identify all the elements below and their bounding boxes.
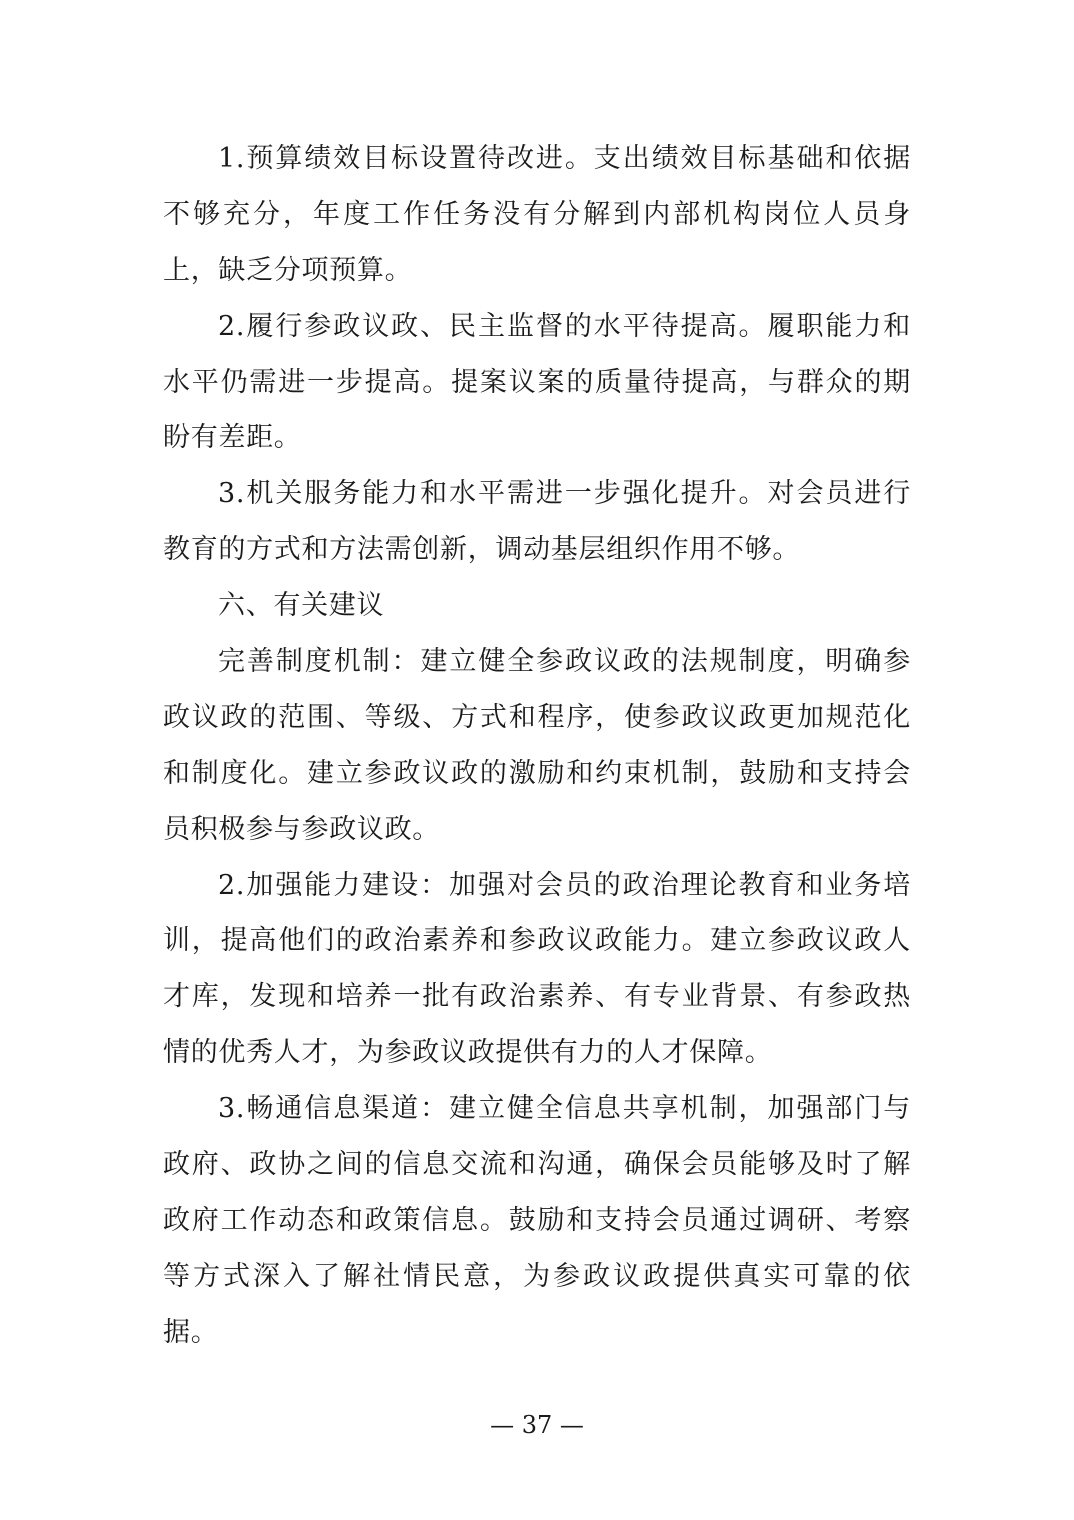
text-line: 完善制度机制：建立健全参政议政的法规制度，明确参 <box>218 646 911 678</box>
text-line: 训，提高他们的政治素养和参政议政能力。建立参政议政人 <box>163 925 911 957</box>
text-line: 3.机关服务能力和水平需进一步强化提升。对会员进行 <box>218 478 911 510</box>
paragraph <box>163 634 911 858</box>
text-line: 水平仍需进一步提高。提案议案的质量待提高，与群众的期 <box>163 366 911 398</box>
text-line: 2.履行参政议政、民主监督的水平待提高。履职能力和 <box>218 310 911 342</box>
text-line: 政府工作动态和政策信息。鼓励和支持会员通过调研、考察 <box>163 1204 911 1236</box>
paragraph <box>163 858 911 1082</box>
page-number: — 37 — <box>490 1411 584 1439</box>
text-line: 上，缺乏分项预算。 <box>163 254 413 286</box>
document-body <box>163 131 911 1361</box>
text-line: 2.加强能力建设：加强对会员的政治理论教育和业务培 <box>218 869 911 901</box>
text-line: 才库，发现和培养一批有政治素养、有专业背景、有参政热 <box>163 981 911 1013</box>
text-line: 政府、政协之间的信息交流和沟通，确保会员能够及时了解 <box>163 1149 911 1181</box>
paragraph <box>163 466 911 578</box>
text-line: 1.预算绩效目标设置待改进。支出绩效目标基础和依据 <box>218 143 911 174</box>
text-line: 盼有差距。 <box>163 422 302 454</box>
text-line: 教育的方式和方法需创新，调动基层组织作用不够。 <box>163 534 801 566</box>
section-heading <box>163 578 911 634</box>
text-line: 等方式深入了解社情民意，为参政议政提供真实可靠的依 <box>163 1260 911 1292</box>
text-line: 3.畅通信息渠道：建立健全信息共享机制，加强部门与 <box>218 1093 911 1125</box>
text-line: 政议政的范围、等级、方式和程序，使参政议政更加规范化 <box>163 701 911 733</box>
text-line: 和制度化。建立参政议政的激励和约束机制，鼓励和支持会 <box>163 757 911 789</box>
paragraph <box>163 299 911 467</box>
text-line: 六、有关建议 <box>218 590 385 622</box>
text-line: 据。 <box>163 1316 219 1348</box>
paragraph <box>163 1081 911 1360</box>
paragraph <box>163 131 911 299</box>
text-line: 员积极参与参政议政。 <box>163 813 440 845</box>
text-line: 不够充分，年度工作任务没有分解到内部机构岗位人员身 <box>163 198 911 230</box>
text-line: 情的优秀人才，为参政议政提供有力的人才保障。 <box>163 1037 773 1069</box>
